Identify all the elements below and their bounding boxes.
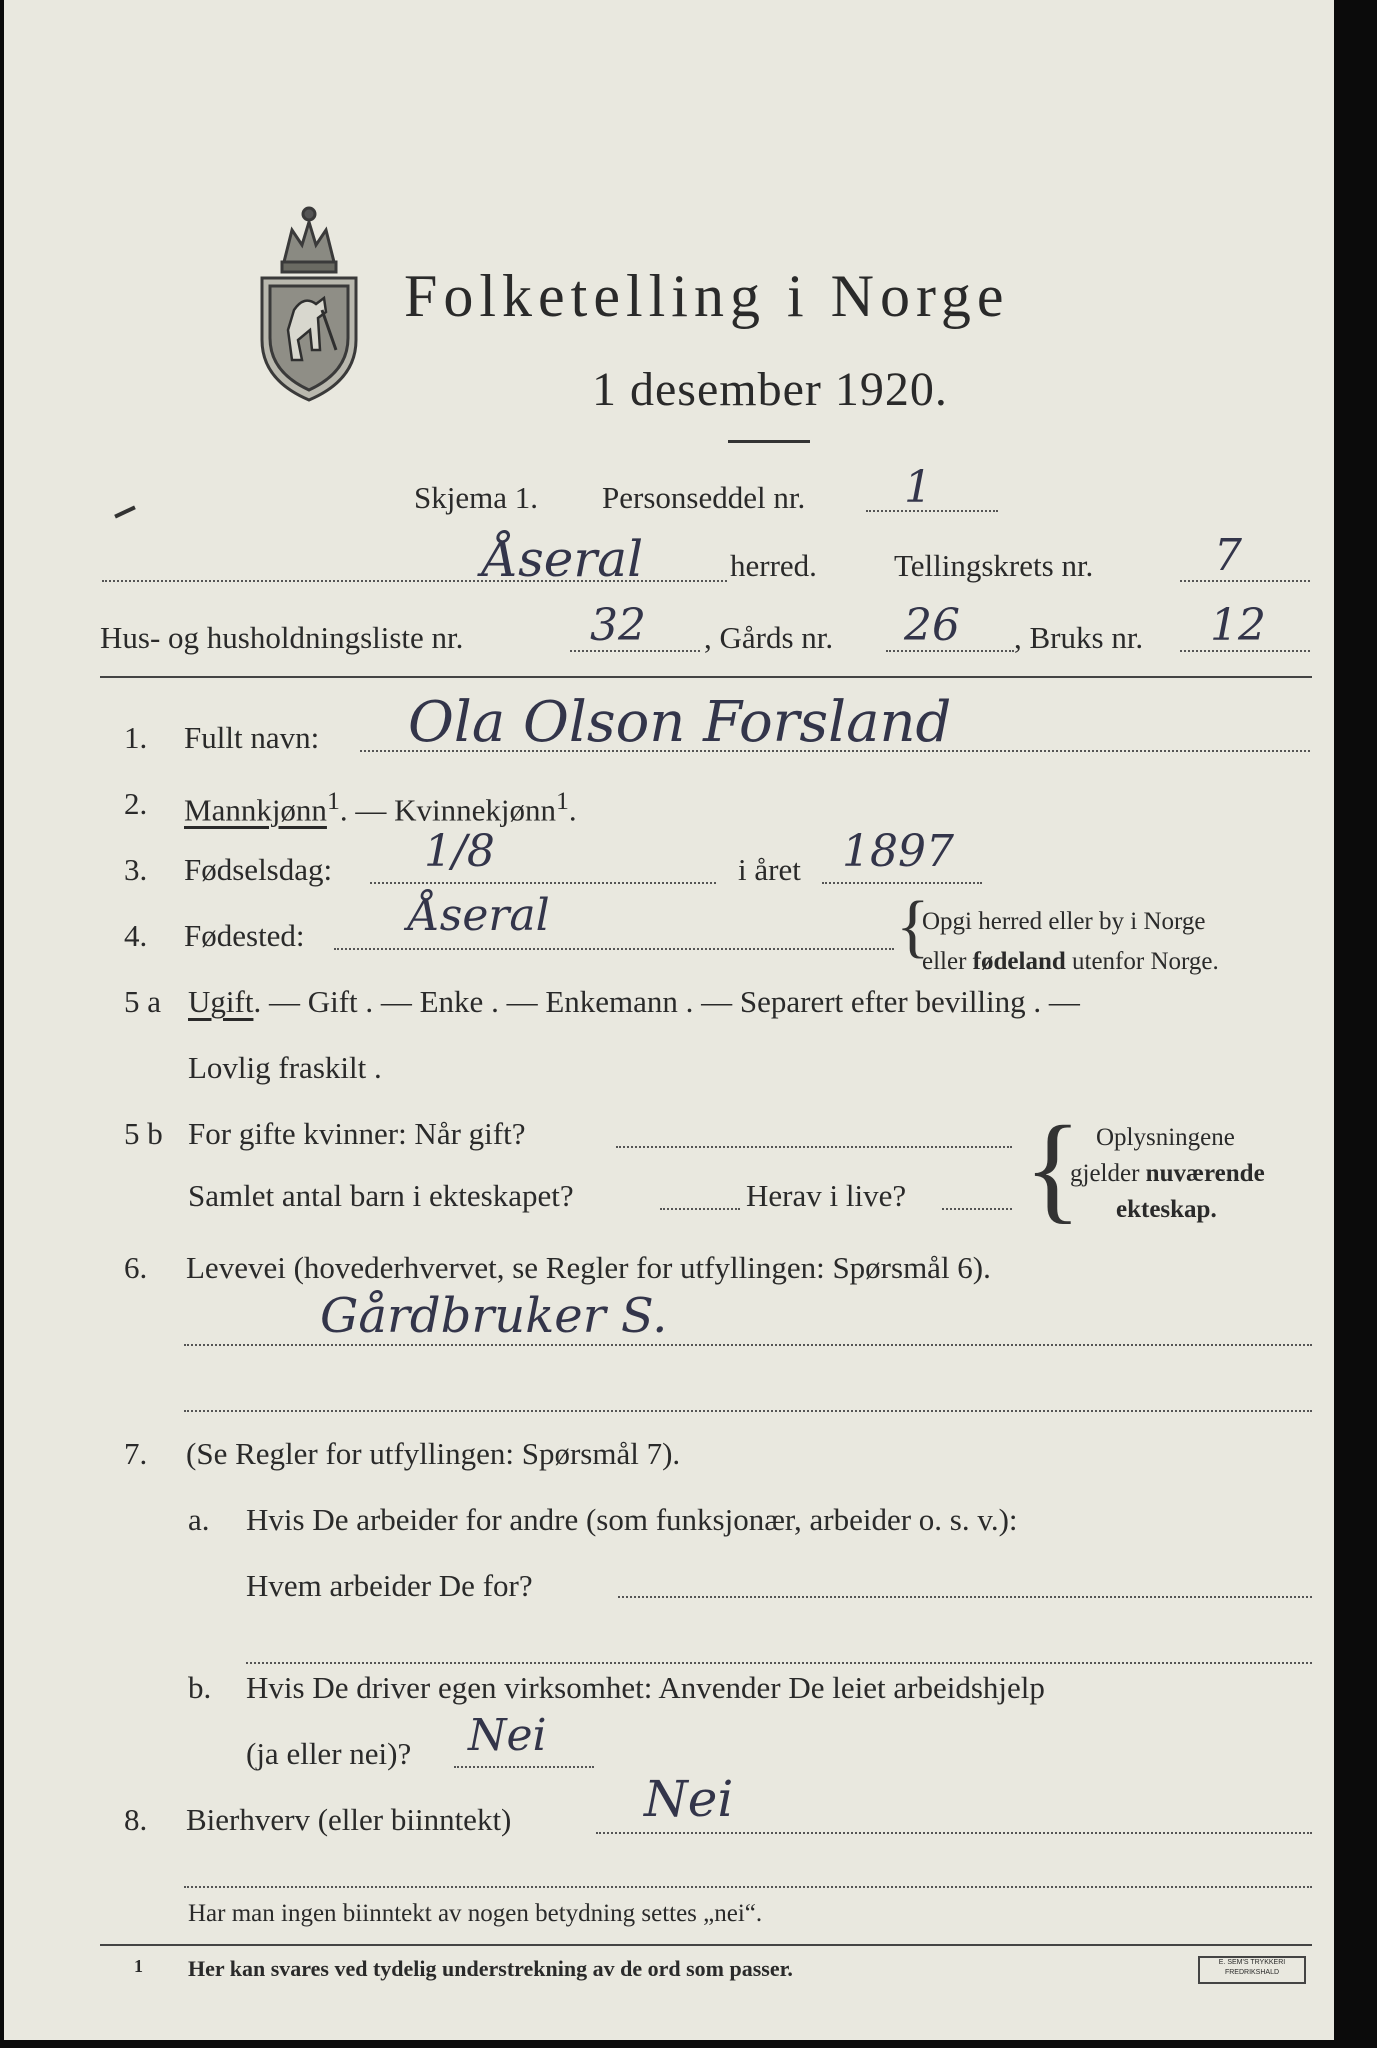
- q7b-value[interactable]: Nei: [468, 1710, 547, 1761]
- q5b-alive-line: [942, 1208, 1012, 1210]
- q5a-options: Ugift. — Gift . — Enke . — Enkemann . — Separert efter bevilling . —: [188, 984, 1080, 1019]
- q5b-line1: For gifte kvinner: Når gift?: [188, 1116, 526, 1151]
- q5b-note1: Oplysningene: [1096, 1124, 1235, 1151]
- q5b-number: 5 b: [124, 1116, 163, 1151]
- q5b-line2b: Herav i live?: [746, 1178, 907, 1213]
- q7a-question: Hvem arbeider De for?: [246, 1568, 533, 1603]
- q8-label: Bierhverv (eller biinntekt): [186, 1802, 512, 1837]
- q2-kvinnekjonn[interactable]: Kvinnekjønn: [394, 792, 556, 828]
- herred-value[interactable]: Åseral: [482, 530, 644, 588]
- husliste-label: Hus- og husholdningsliste nr.: [100, 620, 464, 655]
- q2-options: Mannkjønn$^1$. — Kvinnekjønn$^1$.: [184, 786, 577, 828]
- tellingskrets-value[interactable]: 7: [1214, 530, 1242, 581]
- husliste-value[interactable]: 32: [590, 600, 646, 651]
- printer-stamp: E. SEM'S TRYKKERI FREDRIKSHALD: [1198, 1956, 1306, 1984]
- occupation-value[interactable]: Gårdbruker S.: [320, 1288, 668, 1344]
- q2-mannkjonn[interactable]: Mannkjønn: [184, 792, 327, 828]
- q6-line1: [184, 1344, 1312, 1346]
- no-income-note: Har man ingen biinntekt av nogen betydning settes „nei“.: [188, 1900, 763, 1927]
- q5b-children-line: [660, 1208, 740, 1210]
- footnote-number: 1: [134, 1956, 143, 1976]
- q8-line2: [184, 1886, 1312, 1888]
- tellingskrets-line: [1180, 580, 1310, 582]
- q4-number: 4.: [124, 918, 148, 953]
- q4-line: [334, 948, 894, 950]
- q8-line1: [596, 1832, 1312, 1834]
- q4-note-line2: eller fødeland utenfor Norge.: [922, 948, 1219, 975]
- title-divider: [728, 440, 810, 443]
- q3-aret-label: i året: [738, 852, 801, 887]
- q5b-note3: ekteskap.: [1116, 1196, 1217, 1223]
- q1-label: Fullt navn:: [184, 720, 320, 755]
- full-name-value[interactable]: Ola Olson Forsland: [408, 690, 952, 755]
- q5b-note2: gjelder nuværende: [1070, 1160, 1265, 1187]
- q4-label: Fødested:: [184, 918, 305, 953]
- q7b-line: [454, 1766, 594, 1768]
- q3-year-line: [822, 882, 982, 884]
- birthplace-value[interactable]: Åseral: [408, 890, 550, 941]
- q7b-number: b.: [188, 1670, 212, 1705]
- q5b-line2a: Samlet antal barn i ekteskapet?: [188, 1178, 574, 1213]
- q7a-line1: [618, 1596, 1312, 1598]
- coat-of-arms-icon: [254, 200, 364, 405]
- q7a-line2: [246, 1662, 1312, 1664]
- q2-number: 2.: [124, 786, 148, 821]
- q3-day-line: [370, 882, 716, 884]
- census-form-sheet: [4, 0, 1334, 2040]
- q7-number: 7.: [124, 1436, 148, 1471]
- personseddel-line: [866, 510, 998, 512]
- gards-label: , Gårds nr.: [704, 620, 834, 655]
- q5a-ugift[interactable]: Ugift: [188, 984, 254, 1019]
- birth-year-value[interactable]: 1897: [842, 826, 954, 877]
- q5a-number: 5 a: [124, 984, 162, 1019]
- q5b-married-line: [616, 1146, 1012, 1148]
- q1-number: 1.: [124, 720, 148, 755]
- ink-mark: [114, 506, 136, 519]
- personseddel-value[interactable]: 1: [904, 462, 932, 513]
- footnote-text: Her kan svares ved tydelig understrekning av de ord som passer.: [188, 1956, 793, 1981]
- q8-number: 8.: [124, 1802, 148, 1837]
- q6-line2: [184, 1410, 1312, 1412]
- q8-value[interactable]: Nei: [644, 1770, 734, 1828]
- q7a-number: a.: [188, 1502, 210, 1537]
- footer-rule: [100, 1944, 1312, 1946]
- gards-value[interactable]: 26: [904, 600, 960, 651]
- q3-number: 3.: [124, 852, 148, 887]
- q7b-text: Hvis De driver egen virksomhet: Anvender De leiet arbeidshjelp: [246, 1670, 1045, 1705]
- form-title: Folketelling i Norge: [404, 263, 1010, 329]
- q5b-brace: {: [1024, 1101, 1082, 1234]
- bruks-value[interactable]: 12: [1210, 600, 1266, 651]
- q6-label: Levevei (hovederhvervet, se Regler for utfyllingen: Spørsmål 6).: [186, 1250, 991, 1285]
- header-rule: [100, 676, 1312, 678]
- bruks-label: , Bruks nr.: [1014, 620, 1144, 655]
- form-date: 1 desember 1920.: [592, 363, 948, 416]
- q4-note-line1: Opgi herred eller by i Norge: [922, 908, 1206, 935]
- tellingskrets-label: Tellingskrets nr.: [894, 548, 1094, 583]
- q7-label: (Se Regler for utfyllingen: Spørsmål 7).: [186, 1436, 681, 1471]
- herred-label: herred.: [730, 548, 817, 583]
- q7a-text: Hvis De arbeider for andre (som funksjonær, arbeider o. s. v.):: [246, 1502, 1018, 1537]
- personseddel-label: Personseddel nr.: [602, 480, 806, 515]
- q4-brace: {: [896, 888, 930, 965]
- q6-number: 6.: [124, 1250, 148, 1285]
- q5a-line2: Lovlig fraskilt .: [188, 1050, 382, 1085]
- q3-label: Fødselsdag:: [184, 852, 333, 887]
- skjema-label: Skjema 1.: [414, 480, 538, 515]
- birthday-value[interactable]: 1/8: [424, 826, 495, 877]
- q7b-question: (ja eller nei)?: [246, 1736, 412, 1771]
